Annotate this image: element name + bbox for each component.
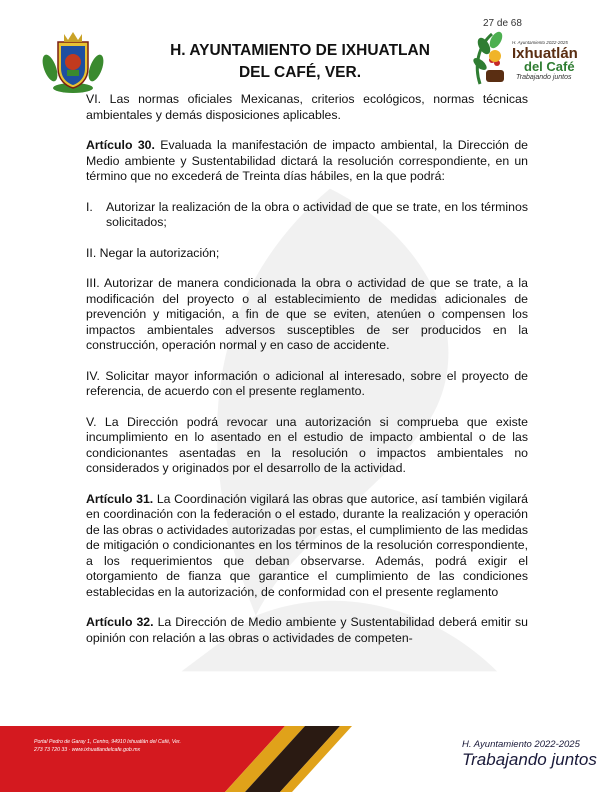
ixhuatlan-logo <box>472 26 592 88</box>
paragraph-vi: VI. Las normas oficiales Mexicanas, criterios ecológicos, normas técnicas ambientales y demás disposiciones aplicables. <box>86 92 528 122</box>
header-title <box>110 40 490 84</box>
footer-slogan-line2: Trabajando juntos <box>462 750 597 769</box>
footer-slogan-line1: H. Ayuntamiento 2022-2025 <box>462 739 580 750</box>
logo-small-text: H. Ayuntamiento 2022-2025 <box>512 40 568 45</box>
article-30-label: Artículo 30. <box>86 138 155 152</box>
list-item-iii: III. Autorizar de manera condicionada la obra o actividad de que se trate, a la modificación del proyecto o al establecimiento de medidas adicionales de prevención y mitigación, a fin de que se eviten, atenúen o compensen los impactos ambientales adversos susceptibles de ser producidos en la construcción, operación normal y en caso de accidente. <box>86 276 528 352</box>
list-item-ii: II. Negar la autorización; <box>86 245 220 260</box>
article-30 <box>86 138 528 185</box>
article-31-label: Artículo 31. <box>86 491 154 506</box>
municipal-seal-logo <box>40 28 106 94</box>
footer-contact <box>34 738 181 754</box>
list-item-i <box>86 200 528 231</box>
list-item-i-number: I. <box>86 199 93 214</box>
article-32 <box>86 615 528 646</box>
list-item-i-text: Autorizar la realización de la obra o actividad de que se trate, en los términos solicitados; <box>106 199 528 229</box>
article-31 <box>86 492 528 601</box>
logo-name-line2: del Café <box>524 59 575 74</box>
article-30-text: Evaluada la manifestación de impacto ambiental, la Dirección de Medio ambiente y Sustentabilidad dictará la resolución correspondiente, en un término que no excederá de Treinta días hábiles, en la que podrá: <box>86 138 528 183</box>
header-title-line1: H. AYUNTAMIENTO DE IXHUATLAN <box>170 42 430 59</box>
article-32-label: Artículo 32. <box>86 615 154 629</box>
list-item-v: V. La Dirección podrá revocar una autorización si comprueba que existe incumplimiento en lo asentado en el estudio de impacto ambiental o de las condicionantes asentadas en la resolución o impactos ambientales no considerados y originados por el desarrollo de la actividad. <box>86 414 528 475</box>
footer-slogan <box>462 739 597 769</box>
document-body <box>86 92 528 661</box>
logo-tagline: Trabajando juntos <box>516 74 572 81</box>
footer-address: Portal Pedro de Garay 1, Centro, 94910 Ixhuatlán del Café, Ver. <box>34 739 181 745</box>
article-32-text: La Dirección de Medio ambiente y Sustentabilidad deberá emitir su opinión con relación a las obras o actividades de competen- <box>86 615 528 645</box>
logo-name-line1: Ixhuatlán <box>512 45 578 62</box>
article-31-text: La Coordinación vigilará las obras que autorice, así también vigilará en coordinación con la federación o el estado, durante la realización y operación de las obras o actividades autorizadas por estas, el cumplimiento de las medidas de mitigación o condicionantes en los términos de la resolución correspondiente, a los requerimientos que deban observarse. Además, podrá exigir el otorgamiento de fianza que garantice el cumplimiento de las condiciones establecidas en la autorización, de conformidad con el presente reglamento <box>86 491 529 599</box>
page-number: 27 de 68 <box>483 18 522 29</box>
footer-phone-web: 273 73 720 33 · www.ixhuatlandelcafe.gob.mx <box>34 747 141 753</box>
list-item-iv: IV. Solicitar mayor información o adicional al interesado, sobre el proyecto de referencia, de acuerdo con el presente reglamento. <box>86 368 528 398</box>
header-title-line2: DEL CAFÉ, VER. <box>238 64 361 81</box>
